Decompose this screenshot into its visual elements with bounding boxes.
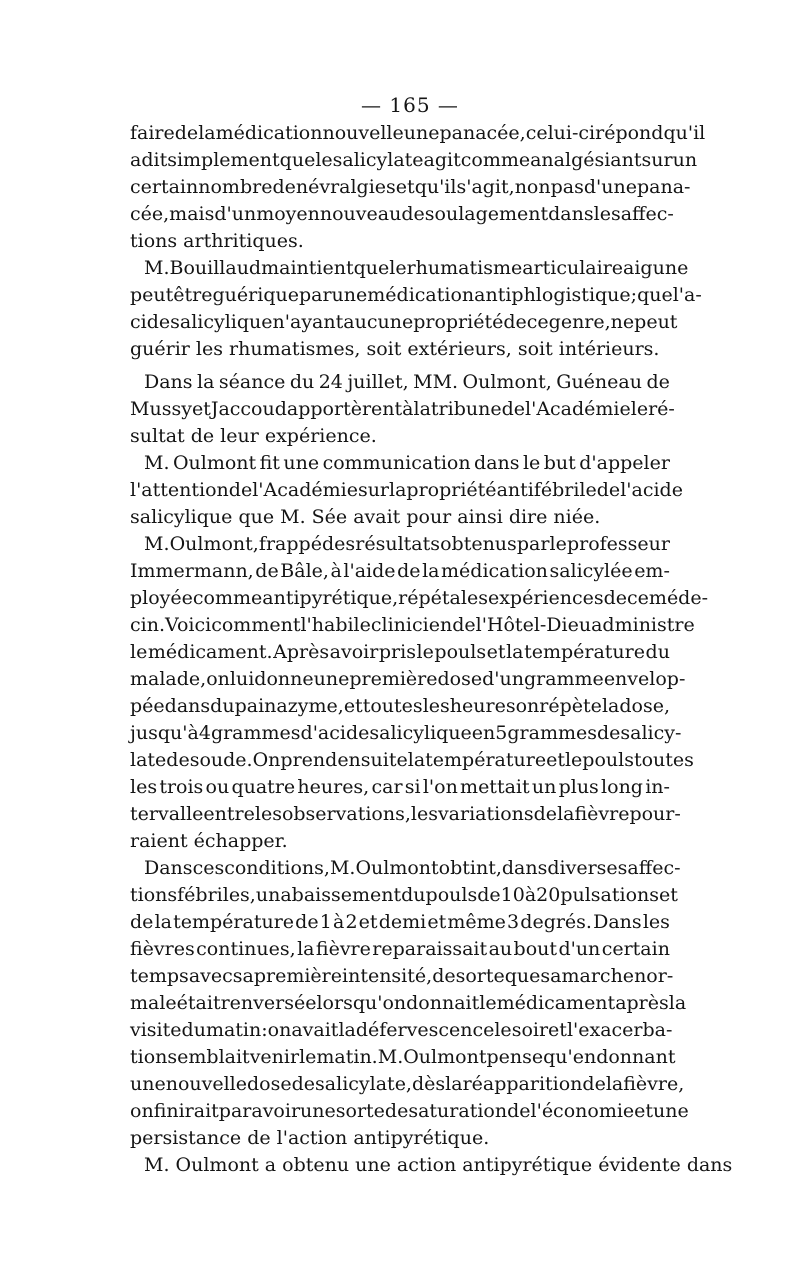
text-line: jusqu'à 4 grammes d'acide salicylique en 5 grammes de salicy- — [130, 722, 682, 744]
text-line: ployée comme antipyrétique, répéta les expériences de ce méde- — [130, 587, 709, 609]
text-line: faire de la médication nouvelle une panacée, celui-ci répond qu'il — [130, 122, 706, 144]
text-line: malade, on lui donne une première dose d'un gramme envelop- — [130, 668, 686, 690]
text-line: Dans ces conditions, M. Oulmont obtint, dans diverses affec- — [144, 857, 681, 879]
text-line: M. Oulmont a obtenu une action antipyrétique évidente dans — [144, 1154, 733, 1176]
text-line: M. Bouillaud maintient que le rhumatisme articulaire aigu ne — [144, 257, 689, 279]
text-line: M. Oulmont fit une communication dans le but d'appeler — [144, 452, 670, 474]
text-line: Dans la séance du 24 juillet, MM. Oulmont, Guéneau de — [144, 371, 670, 393]
text-line: on finirait par avoir une sorte de saturation de l'économie et une — [130, 1100, 689, 1122]
text-line: persistance de l'action antipyrétique. — [130, 1127, 490, 1149]
text-line: certain nombre de névralgies et qu'il s'agit, non pas d'une pana- — [130, 176, 691, 198]
text-section-1 — [130, 120, 706, 363]
text-line: guérir les rhumatismes, soit extérieurs, soit intérieurs. — [130, 338, 660, 360]
page-number: — 165 — — [361, 93, 459, 117]
text-line: cée, mais d'un moyen nouveau de soulagement dans les affec- — [130, 203, 674, 225]
text-line: tions fébriles, un abaissement du pouls de 10 à 20 pulsations et — [130, 884, 678, 906]
text-line: cide salicylique n'ayant aucune propriété de ce genre, ne peut — [130, 311, 678, 333]
text-line: temps avec sa première intensité, de sorte que sa marche nor- — [130, 965, 674, 987]
text-line: l'attention de l'Académie sur la propriété antifébrile de l'acide — [130, 479, 683, 501]
text-line: M. Oulmont, frappé des résultats obtenus par le professeur — [144, 533, 670, 555]
text-line: les trois ou quatre heures, car si l'on mettait un plus long in- — [130, 776, 670, 798]
text-line: une nouvelle dose de salicylate, dès la réapparition de la fièvre, — [130, 1073, 685, 1095]
text-line: fièvres continues, la fièvre reparaissait au bout d'un certain — [130, 938, 670, 960]
text-section-2 — [130, 369, 733, 1179]
text-line: tion semblait venir le matin. M. Oulmont pense qu'en donnant — [130, 1046, 676, 1068]
text-line: tions arthritiques. — [130, 230, 304, 252]
text-line: le médicament. Après avoir pris le pouls et la température du — [130, 641, 670, 663]
text-line: pée dans du pain azyme, et toutes les heures on répète la dose, — [130, 695, 670, 717]
text-line: sultat de leur expérience. — [130, 425, 377, 447]
text-line: peut être guéri que par une médication antiphlogistique; que l'a- — [130, 284, 702, 306]
text-line: tervalle entre les observations, les variations de la fièvre pour- — [130, 803, 681, 825]
text-line: late de soude. On prend ensuite la température et le pouls toutes — [130, 749, 694, 771]
text-line: raient échapper. — [130, 830, 288, 852]
text-line: male était renversée lorsqu'on donnait le médicament après la — [130, 992, 687, 1014]
text-line: salicylique que M. Sée avait pour ainsi dire niée. — [130, 506, 601, 528]
text-line: de la température de 1 à 2 et demi et même 3 degrés. Dans les — [130, 911, 670, 933]
text-line: Mussy et Jaccoud apportèrent à la tribune de l'Académie le ré- — [130, 398, 675, 420]
text-line: visite du matin : on avait la défervescence le soir et l'exacerba- — [130, 1019, 673, 1041]
text-line: cin. Voici comment l'habile clinicien de l'Hôtel-Dieu administre — [130, 614, 695, 636]
text-line: Immermann, de Bâle, à l'aide de la médication salicylée em- — [130, 560, 670, 582]
text-line: a dit simplement que le salicylate agit comme analgésiant sur un — [130, 149, 698, 171]
